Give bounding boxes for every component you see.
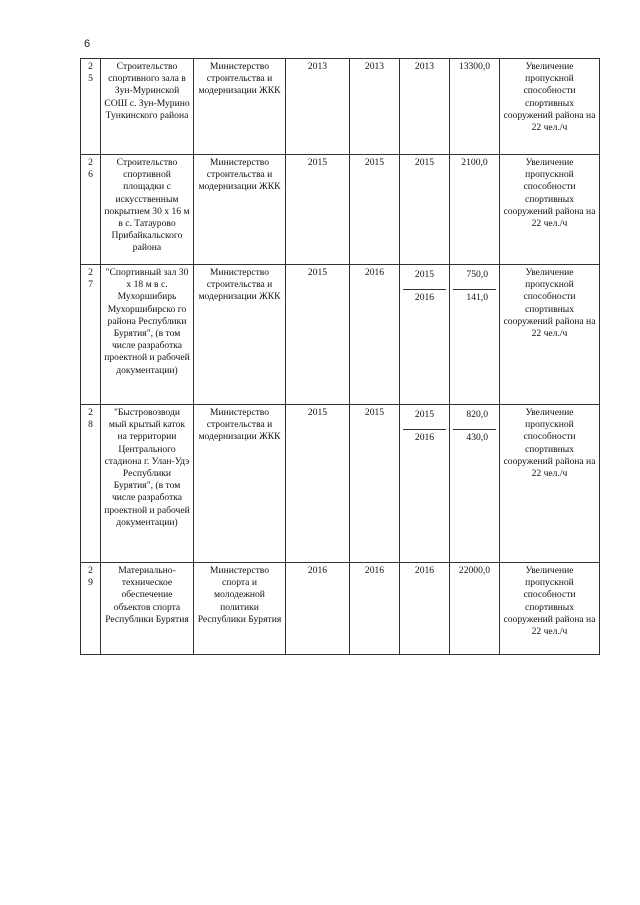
page-number: 6 (84, 38, 91, 50)
expected-effect-cell: Увеличение пропускной способности спортивных сооружений района на 22 чел./ч (500, 563, 600, 655)
row-number-digit: 2 (88, 565, 93, 576)
row-number-cell (81, 59, 101, 155)
row-number-digit: 2 (88, 157, 93, 168)
start-year-cell: 2015 (286, 265, 350, 405)
expected-effect-cell: Увеличение пропускной способности спортивных сооружений района на 22 чел./ч (500, 265, 600, 405)
row-number-digit: 8 (88, 419, 93, 431)
row-number-digit: 5 (88, 73, 93, 85)
expected-effect-cell: Увеличение пропускной способности спортивных сооружений района на 22 чел./ч (500, 405, 600, 563)
funding-year: 2015 (403, 267, 446, 290)
row-number-cell (81, 155, 101, 265)
funding-year: 2016 (414, 292, 435, 303)
ministry-cell: Министерство спорта и молодежной политики Республики Бурятия (194, 563, 286, 655)
funding-amount-cell: 13300,0 (450, 59, 500, 155)
row-number-digit: 2 (88, 61, 93, 72)
funding-amount: 430,0 (466, 432, 488, 443)
project-name-cell: Строительство спортивного зала в Зун-Муринской СОШ с. Зун-Мурино Тункинского района (101, 59, 194, 155)
row-number-digit: 6 (88, 169, 93, 181)
start-year-cell: 2016 (286, 563, 350, 655)
row-number-digit: 7 (88, 279, 93, 291)
funding-amount-cell: 22000,0 (450, 563, 500, 655)
row-number-cell (81, 265, 101, 405)
funding-year: 2015 (403, 407, 446, 430)
funding-amount-cell (450, 405, 500, 563)
project-name-cell: "Спортивный зал 30 х 18 м в с. Мухоршибирь Мухоршибирско го района Республики Бурятия", (в том числе разработка проектной и рабочей документации) (101, 265, 194, 405)
table-row (81, 155, 600, 265)
expected-effect-cell: Увеличение пропускной способности спортивных сооружений района на 22 чел./ч (500, 155, 600, 265)
funding-year-cell (400, 405, 450, 563)
table-row (81, 563, 600, 655)
end-year-cell: 2016 (350, 265, 400, 405)
project-name-cell: Строительство спортивной площадки с искусственным покрытием 30 х 16 м в с. Татаурово Прибайкальского района (101, 155, 194, 265)
funding-year-cell: 2013 (400, 59, 450, 155)
start-year-cell: 2015 (286, 405, 350, 563)
funding-amount: 820,0 (453, 407, 496, 430)
row-number-digit: 2 (88, 407, 93, 418)
funding-year-cell: 2016 (400, 563, 450, 655)
project-name-cell: Материально-техническое обеспечение объектов спорта Республики Бурятия (101, 563, 194, 655)
start-year-cell: 2015 (286, 155, 350, 265)
table-body (81, 59, 600, 655)
start-year-cell: 2013 (286, 59, 350, 155)
end-year-cell: 2015 (350, 155, 400, 265)
row-number-cell (81, 405, 101, 563)
ministry-cell: Министерство строительства и модернизации ЖКК (194, 405, 286, 563)
row-number-digit: 9 (88, 577, 93, 589)
table-row (81, 265, 600, 405)
expected-effect-cell: Увеличение пропускной способности спортивных сооружений района на 22 чел./ч (500, 59, 600, 155)
funding-amount: 141,0 (466, 292, 488, 303)
ministry-cell: Министерство строительства и модернизации ЖКК (194, 155, 286, 265)
table-row (81, 405, 600, 563)
funding-year-cell (400, 265, 450, 405)
row-number-cell (81, 563, 101, 655)
funding-amount: 750,0 (453, 267, 496, 290)
funding-year-cell: 2015 (400, 155, 450, 265)
ministry-cell: Министерство строительства и модернизации ЖКК (194, 265, 286, 405)
funding-amount-cell (450, 265, 500, 405)
row-number-digit: 2 (88, 267, 93, 278)
end-year-cell: 2016 (350, 563, 400, 655)
funding-year: 2016 (414, 432, 435, 443)
project-name-cell: "Быстровозводи мый крытый каток на территории Центрального стадиона г. Улан-Удэ Республики Бурятия", (в том числе разработка проектной и рабочей документации) (101, 405, 194, 563)
ministry-cell: Министерство строительства и модернизации ЖКК (194, 59, 286, 155)
table-row (81, 59, 600, 155)
program-table (80, 58, 600, 655)
end-year-cell: 2013 (350, 59, 400, 155)
end-year-cell: 2015 (350, 405, 400, 563)
funding-amount-cell: 2100,0 (450, 155, 500, 265)
